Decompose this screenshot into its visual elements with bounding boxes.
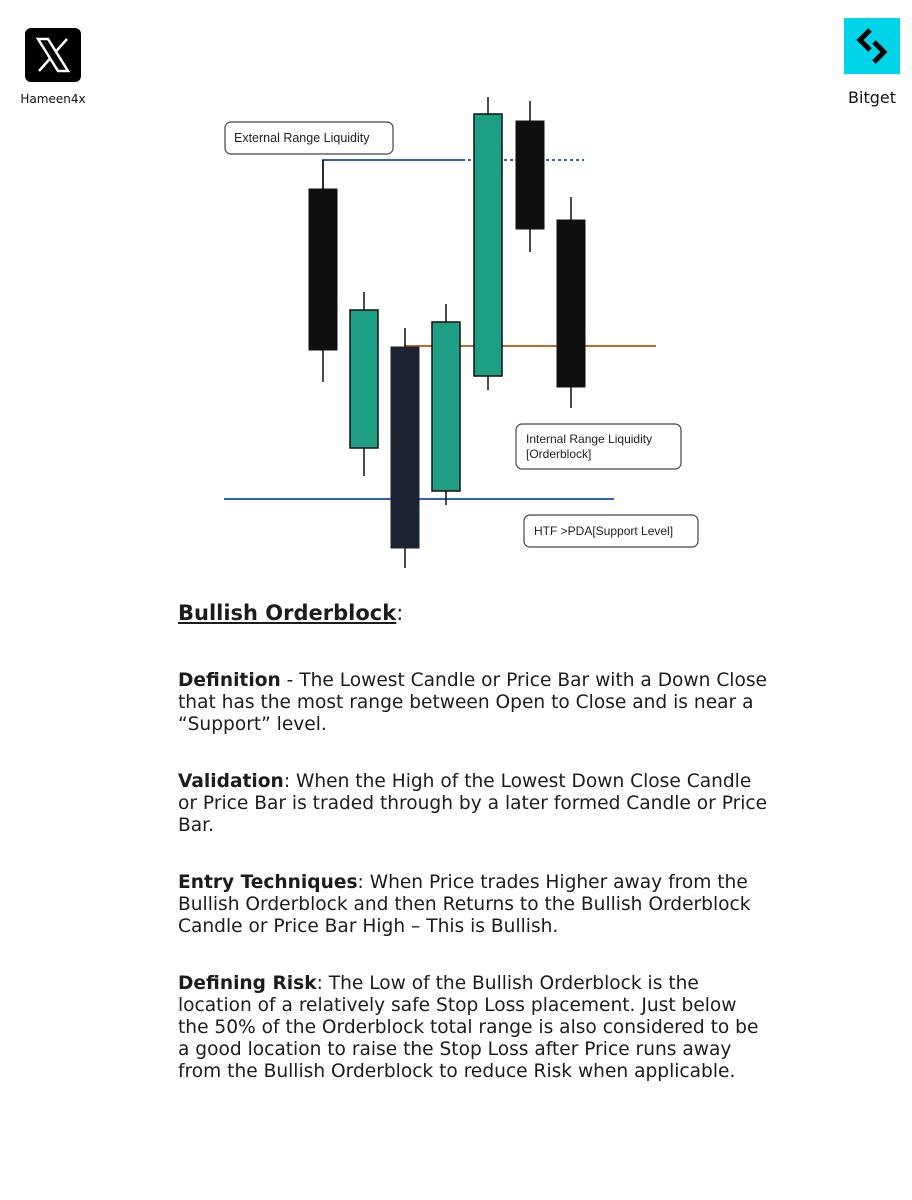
- candle-5: [474, 97, 502, 390]
- external-liquidity-label: [225, 122, 393, 154]
- bitget-name: Bitget: [848, 88, 896, 107]
- entry-text: : When Price trades Higher away from the Bullish Orderblock and then Returns to the Bullish Orderblock Candle or Price Bar High – This is Bullish.: [178, 872, 751, 937]
- candle-6: [516, 101, 544, 252]
- svg-text:Internal Range Liquidity: Internal Range Liquidity: [526, 432, 653, 446]
- svg-text:External Range Liquidity: External Range Liquidity: [234, 131, 370, 145]
- candle-4: [432, 304, 460, 505]
- htf-support-label: [524, 515, 698, 547]
- svg-text:HTF >PDA[Support Level]: HTF >PDA[Support Level]: [534, 524, 674, 538]
- svg-text:[Orderblock]: [Orderblock]: [526, 447, 592, 461]
- candle-3-orderblock: [391, 328, 419, 568]
- candle-2: [350, 292, 378, 476]
- definition-paragraph: [178, 670, 768, 736]
- entry-paragraph: [178, 872, 768, 938]
- orderblock-document: [178, 600, 768, 1118]
- validation-label: Validation: [178, 771, 284, 792]
- definition-label: Definition: [178, 670, 281, 691]
- validation-text: : When the High of the Lowest Down Close Candle or Price Bar is traded through by a later formed Candle or Price Bar.: [178, 771, 768, 836]
- risk-text: : The Low of the Bullish Orderblock is the location of a relatively safe Stop Loss placement. Just below the 50% of the Orderblock total range is also considered to be a good location to raise the Stop Loss after Price runs away from the Bullish Orderblock to reduce Risk when applicable.: [178, 973, 759, 1082]
- entry-label: Entry Techniques: [178, 872, 358, 893]
- validation-paragraph: [178, 771, 768, 837]
- internal-liquidity-label: [516, 424, 681, 469]
- risk-label: Defining Risk: [178, 973, 317, 994]
- page-title: Bullish Orderblock:: [178, 601, 404, 625]
- author-handle: Hameen4x: [20, 92, 86, 106]
- candle-1: [309, 160, 337, 382]
- definition-text: - The Lowest Candle or Price Bar with a Down Close that has the most range between Open to Close and is near a “Support” level.: [178, 670, 767, 735]
- candle-7: [557, 197, 585, 408]
- risk-paragraph: [178, 973, 768, 1083]
